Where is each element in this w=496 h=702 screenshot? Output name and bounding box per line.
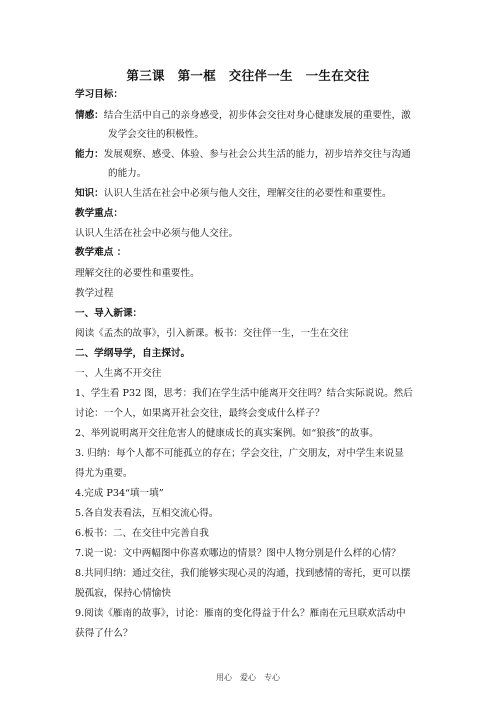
line-text: 5.各自发表看法，互相交流心得。 <box>75 508 219 519</box>
line-text: 结合生活中自己的亲身感受，初步体会交往对身心健康发展的重要性，激 <box>103 110 411 121</box>
text-line <box>75 567 425 580</box>
text-line <box>75 187 425 200</box>
line-text: 一、人生离不开交往 <box>75 368 162 379</box>
text-line <box>75 607 425 620</box>
text-line <box>75 467 425 480</box>
line-text: 认识人生活在社会中必须与他人交往，理解交往的必要性和重要性。 <box>103 188 392 199</box>
line-text: 获得了什么？ <box>75 628 133 639</box>
line-text: 理解交往的必要性和重要性。 <box>75 268 200 279</box>
line-text: 1、学生看 P32 图，思考：我们在学生活中能离开交往吗？结合实际说说。然后 <box>75 388 413 399</box>
line-text: 一、导入新课： <box>75 308 143 319</box>
line-text: 6.板书：二、在交往中完善自我 <box>75 528 209 539</box>
text-line <box>75 287 425 300</box>
line-text: 9.阅读《雁南的故事》，讨论：雁南的变化得益于什么？雁南在元旦联欢活动中 <box>75 608 406 619</box>
line-text: 4.完成 P34“填一填” <box>75 488 164 499</box>
line-text: 发学会交往的积极性。 <box>108 129 204 140</box>
text-line <box>75 587 425 600</box>
text-line <box>75 487 425 500</box>
line-text: 脱孤寂，保持心情愉快 <box>75 588 171 599</box>
text-line <box>108 128 458 141</box>
line-label: 知识： <box>75 188 104 199</box>
page-title: 第三课 第一框 交往伴一生 一生在交往 <box>126 68 370 83</box>
text-line <box>108 167 458 180</box>
text-line <box>75 387 425 400</box>
line-text: 教学难点 ： <box>75 247 127 258</box>
line-text: 得尤为重要。 <box>75 468 133 479</box>
text-line <box>75 327 425 340</box>
text-line <box>75 547 425 560</box>
text-line <box>75 246 425 259</box>
line-text: 教学重点： <box>75 208 123 219</box>
text-line <box>75 627 425 640</box>
text-line <box>75 148 425 161</box>
line-text: 认识人生活在社会中必须与他人交往。 <box>75 228 239 239</box>
text-line <box>75 88 425 101</box>
text-line <box>75 109 425 122</box>
line-text: 学习目标： <box>75 89 123 100</box>
line-text: 2、举列说明离开交往危害人的健康成长的真实案例。如“狼孩”的故事。 <box>75 428 379 439</box>
text-line <box>75 427 425 440</box>
line-text: 3. 归纳：每个人都不可能孤立的存在；学会交往，广交朋友，对中学生来说显 <box>75 448 404 459</box>
line-text: 教学过程 <box>75 288 114 299</box>
line-text: 讨论：一个人，如果离开社会交往，最终会变成什么样子？ <box>75 408 325 419</box>
line-text: 二、学纲导学，自主探讨。 <box>75 348 191 359</box>
text-line <box>75 447 425 460</box>
line-text: 发展观察、感受、体验、参与社会公共生活的能力，初步培养交往与沟通 <box>103 149 411 160</box>
text-line <box>75 267 425 280</box>
page-footer: 用心 爱心 专心 <box>216 673 280 682</box>
text-line <box>75 207 425 220</box>
text-line <box>75 407 425 420</box>
text-line <box>75 227 425 240</box>
line-text: 8.共同归纳：通过交往，我们能够实现心灵的沟通，找到感情的寄托，更可以摆 <box>75 568 411 579</box>
line-text: 7.说一说：文中两幅图中你喜欢哪边的情景？图中人物分别是什么样的心情？ <box>75 548 401 559</box>
line-text: 的能力。 <box>108 168 147 179</box>
line-label: 情感： <box>75 110 104 121</box>
text-line <box>75 307 425 320</box>
text-line <box>75 347 425 360</box>
text-line <box>75 367 425 380</box>
line-label: 能力： <box>75 149 104 160</box>
text-line <box>75 507 425 520</box>
text-line <box>75 527 425 540</box>
line-text: 阅读《孟杰的故事》，引入新课。板书：交往伴一生，一生在交往 <box>75 328 349 339</box>
